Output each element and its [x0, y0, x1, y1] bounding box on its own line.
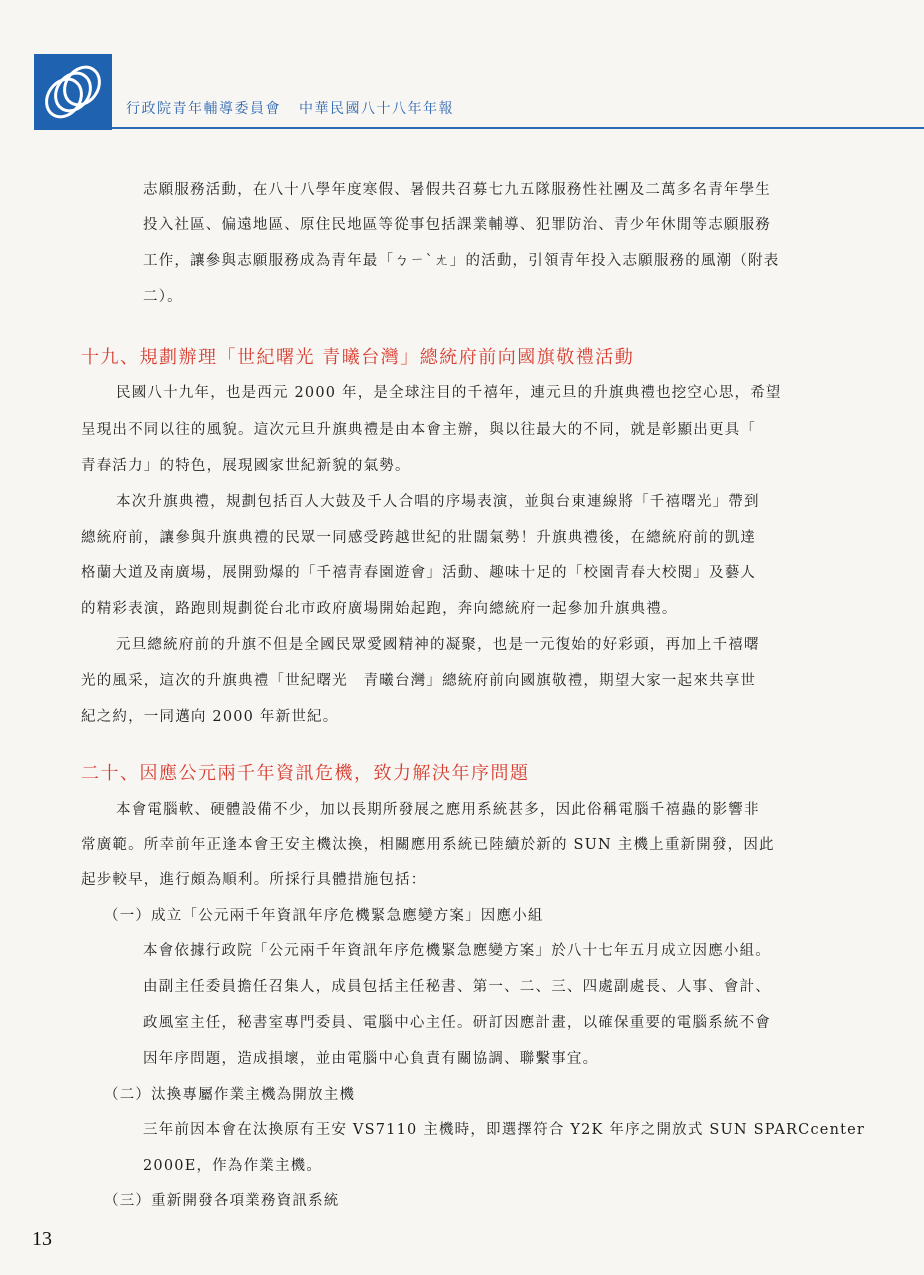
s20-sub2-title: （二）汰換專屬作業主機為開放主機	[104, 1087, 356, 1103]
s19-line-7: 的精彩表演，路跑則規劃從台北市政府廣場開始起跑，奔向總統府一起參加升旗典禮。	[81, 601, 678, 617]
s19-line-9: 光的風采，這次的升旗典禮「世紀曙光 青曦台灣」總統府前向國旗敬禮，期望大家一起來共享世	[81, 673, 757, 689]
logo-rings-icon	[34, 54, 112, 130]
section-20-title: 二十、因應公元兩千年資訊危機，致力解決年序問題	[81, 763, 530, 784]
s20-sub1-line-2: 由副主任委員擔任召集人，成員包括主任秘書、第一、二、三、四處副處長、人事、會計、	[143, 979, 771, 995]
header-org: 行政院青年輔導委員會	[126, 101, 281, 117]
s20-line-1: 本會電腦軟、硬體設備不少，加以長期所發展之應用系統甚多，因此俗稱電腦千禧蟲的影響非	[116, 802, 760, 818]
page-number: 13	[32, 1228, 52, 1250]
s20-sub1-line-4: 因年序問題，造成損壞，並由電腦中心負責有關協調、聯繫事宜。	[143, 1051, 599, 1067]
s19-line-10: 紀之約，一同邁向 2000 年新世紀。	[81, 709, 339, 725]
logo	[34, 54, 112, 130]
intro-line-1: 志願服務活動，在八十八學年度寒假、暑假共召募七九五隊服務性社團及二萬多名青年學生	[143, 182, 771, 198]
s20-sub1-line-3: 政風室主任，秘書室專門委員、電腦中心主任。研訂因應計畫，以確保重要的電腦系統不會	[143, 1015, 771, 1031]
section-19-title: 十九、規劃辦理「世紀曙光 青曦台灣」總統府前向國旗敬禮活動	[81, 347, 635, 368]
intro-line-4: 二）。	[143, 289, 183, 305]
intro-line-2: 投入社區、偏遠地區、原住民地區等從事包括課業輔導、犯罪防治、青少年休閒等志願服務	[143, 217, 771, 233]
s19-line-3: 青春活力」的特色，展現國家世紀新貌的氣勢。	[81, 458, 411, 474]
running-header	[126, 98, 454, 118]
header-rule	[112, 127, 924, 129]
s20-sub2-line-2: 2000E，作為作業主機。	[143, 1158, 323, 1174]
s20-sub2-line-1: 三年前因本會在汰換原有王安 VS7110 主機時，即選擇符合 Y2K 年序之開放式 SUN SPARCcenter	[143, 1122, 866, 1138]
intro-line-3: 工作，讓參與志願服務成為青年最「ㄅㄧˋㄤ」的活動，引領青年投入志願服務的風潮（附表	[143, 253, 780, 269]
s19-line-8: 元旦總統府前的升旗不但是全國民眾愛國精神的凝聚，也是一元復始的好彩頭，再加上千禧曙	[116, 637, 760, 653]
s20-sub3-title: （三）重新開發各項業務資訊系統	[104, 1193, 340, 1209]
s20-line-3: 起步較早，進行頗為順利。所採行具體措施包括：	[81, 872, 427, 888]
header-report: 中華民國八十八年年報	[299, 101, 454, 117]
s19-line-1: 民國八十九年，也是西元 2000 年，是全球注目的千禧年，連元旦的升旗典禮也挖空心思，希望	[116, 385, 782, 401]
s19-line-5: 總統府前，讓參與升旗典禮的民眾一同感受跨越世紀的壯闊氣勢！升旗典禮後，在總統府前的凱達	[81, 530, 757, 546]
s20-sub1-title: （一）成立「公元兩千年資訊年序危機緊急應變方案」因應小組	[104, 908, 544, 924]
s20-sub1-line-1: 本會依據行政院「公元兩千年資訊年序危機緊急應變方案」於八十七年五月成立因應小組。	[143, 943, 771, 959]
s19-line-2: 呈現出不同以往的風貌。這次元旦升旗典禮是由本會主辦，與以往最大的不同，就是彰顯出更具「	[81, 422, 757, 438]
s19-line-4: 本次升旗典禮，規劃包括百人大鼓及千人合唱的序場表演，並與台東連線將「千禧曙光」帶到	[116, 494, 760, 510]
s20-line-2: 常廣範。所幸前年正逢本會王安主機汰換，相關應用系統已陸續於新的 SUN 主機上重新開發，因此	[81, 837, 775, 853]
s19-line-6: 格蘭大道及南廣場，展開勁爆的「千禧青春園遊會」活動、趣味十足的「校園青春大校閱」及藝人	[81, 565, 757, 581]
